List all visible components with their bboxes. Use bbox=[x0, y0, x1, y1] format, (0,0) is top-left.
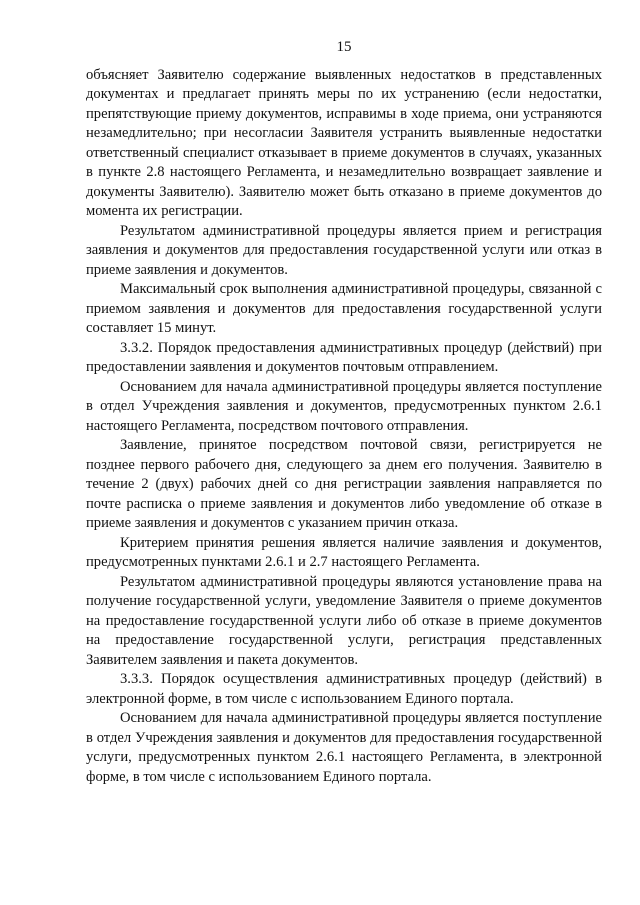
page-number: 15 bbox=[336, 39, 352, 55]
paragraph-section-3-3-3: 3.3.3. Порядок осуществления административных процедур (действий) в электронной форме, в том числе с использованием Единого портала. bbox=[86, 671, 602, 707]
paragraph-decision-criterion: Критерием принятия решения является наличие заявления и документов, предусмотренных пунктами 2.6.1 и 2.7 настоящего Регламента. bbox=[86, 534, 602, 570]
paragraph-basis-postal: Основанием для начала административной процедуры является поступление в отдел Учреждения заявления и документов, предусмотренных пунктом 2.6.1 настоящего Регламента, посредством почтового отправления. bbox=[86, 378, 602, 434]
paragraph-basis-electronic: Основанием для начала административной процедуры является поступление в отдел Учреждения заявления и документов для предоставления государственной услуги, предусмотренных пунктом 2.6.1 настоящего Регламента, в электронной форме, в том числе с использованием Единого портала. bbox=[86, 710, 602, 785]
paragraph-continuation: объясняет Заявителю содержание выявленных недостатков в представленных документах и предлагает принять меры по их устранению (если недостатки, препятствующие приему документов, исправимы в ходе приема, они устраняются незамедлительно; при несогласии Заявителя устранить выявленные недостатки ответственный специалист отказывает в приеме документов в случаях, указанных в пункте 2.8 настоящего Регламента, и незамедлительно возвращает заявление и документы Заявителю). Заявителю может быть отказано в приеме документов до момента их регистрации. bbox=[86, 66, 602, 219]
paragraph-result-postal: Результатом административной процедуры являются установление права на получение государственной услуги, уведомление Заявителя о приеме документов на предоставление государственной услуги либо об отказе в приеме документов на предоставление государственной услуги, регистрация представленных Заявителем заявления и пакета документов. bbox=[86, 573, 602, 668]
paragraph-max-time: Максимальный срок выполнения административной процедуры, связанной с приемом заявления и документов для предоставления государственной услуги составляет 15 минут. bbox=[86, 281, 602, 336]
paragraph-section-3-3-2: 3.3.2. Порядок предоставления административных процедур (действий) при предоставлении заявления и документов почтовым отправлением. bbox=[86, 339, 602, 375]
paragraph-result-intake: Результатом административной процедуры является прием и регистрация заявления и документов для предоставления государственной услуги или отказ в приеме заявления и документов. bbox=[86, 222, 602, 278]
paragraph-postal-registration: Заявление, принятое посредством почтовой связи, регистрируется не позднее первого рабочего дня, следующего за днем его получения. Заявителю в течение 2 (двух) рабочих дней со дня регистрации заявления направляется по почте расписка о приеме заявления и документов либо уведомление об отказе в приеме заявления и документов с указанием причин отказа. bbox=[86, 437, 602, 531]
